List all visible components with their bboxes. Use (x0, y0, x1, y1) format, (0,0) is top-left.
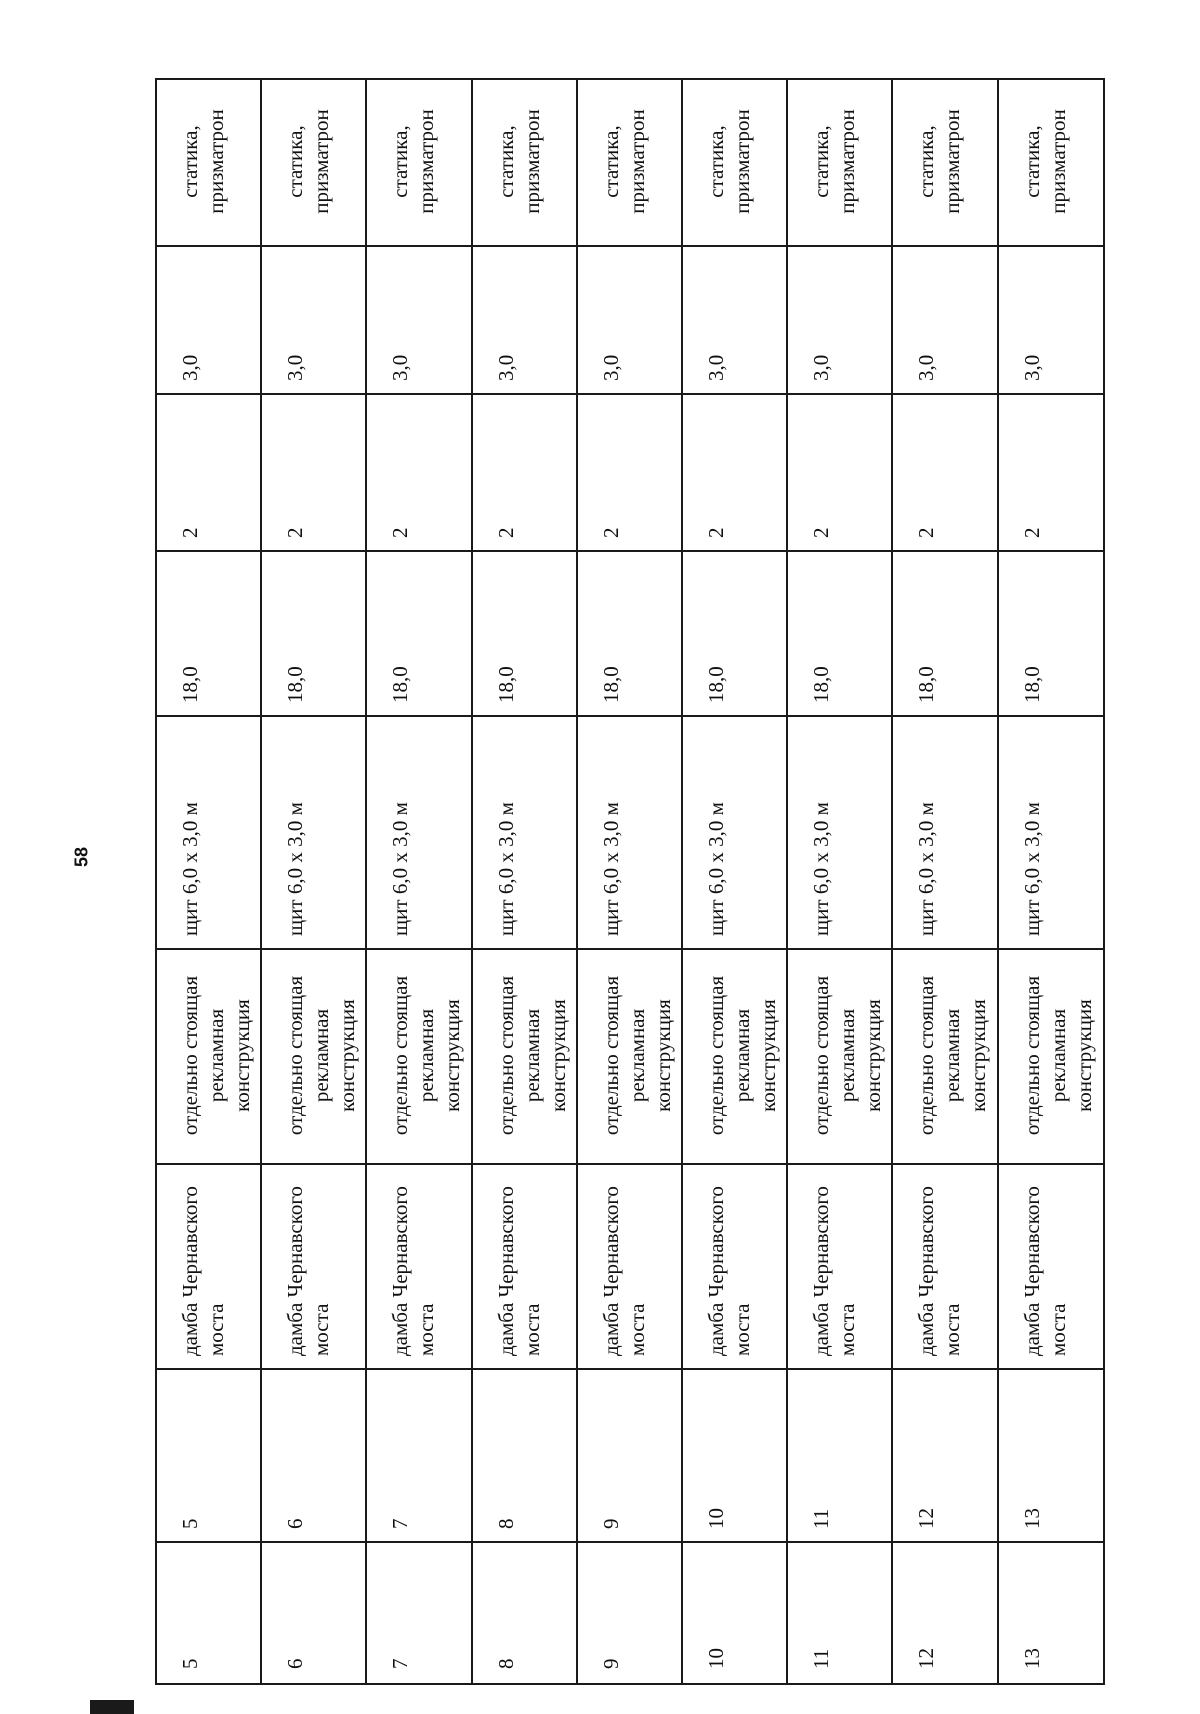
cell-text-sides: 2 (1019, 527, 1044, 538)
cell-text-sides: 2 (388, 527, 413, 538)
cell-text-sides: 2 (493, 527, 518, 538)
cell-text-address: дамба Чернавского моста (704, 1186, 754, 1356)
cell-text-address: дамба Чернавского моста (809, 1186, 860, 1356)
cell-address (367, 1165, 470, 1370)
cell-sides (788, 395, 891, 552)
cell-tech (578, 80, 681, 247)
cell-text-area: 18,0 (598, 666, 623, 703)
cell-n2 (683, 1370, 786, 1543)
cell-text-address: дамба Чернавского моста (1019, 1186, 1070, 1356)
cell-text-type: отдельно стоящая рекламная конструкция (1019, 975, 1096, 1136)
cell-text-sides: 2 (178, 527, 202, 538)
cell-text-n2: 10 (704, 1508, 728, 1529)
cell-text-tech: статика, призматрон (704, 109, 754, 214)
cell-text-n1: 7 (388, 1658, 413, 1669)
cell-text-sides: 2 (704, 527, 728, 538)
table-row (367, 80, 472, 1683)
cell-text-n2: 11 (809, 1508, 834, 1529)
cell-type (788, 950, 891, 1165)
cell-height (262, 247, 365, 395)
cell-type (999, 950, 1104, 1165)
cell-type (893, 950, 996, 1165)
cell-n1 (683, 1543, 786, 1683)
cell-address (262, 1165, 365, 1370)
cell-text-height: 3,0 (598, 354, 623, 381)
cell-text-n2: 13 (1019, 1508, 1044, 1529)
table-row (262, 80, 367, 1683)
cell-text-tech: статика, призматрон (1019, 109, 1070, 214)
cell-size (893, 717, 996, 950)
cell-address (578, 1165, 681, 1370)
cell-text-size: щит 6,0 х 3,0 м (493, 802, 518, 936)
cell-type (157, 950, 260, 1165)
cell-text-height: 3,0 (1019, 354, 1044, 381)
cell-text-height: 3,0 (493, 354, 518, 381)
cell-text-size: щит 6,0 х 3,0 м (704, 802, 728, 936)
cell-text-height: 3,0 (388, 354, 413, 381)
cell-text-type: отдельно стоящая рекламная конструкция (598, 975, 675, 1136)
cell-sides (473, 395, 576, 552)
cell-text-n1: 8 (493, 1658, 518, 1669)
table-row (999, 80, 1104, 1683)
cell-n2 (893, 1370, 996, 1543)
cell-text-tech: статика, призматрон (598, 109, 649, 214)
cell-text-area: 18,0 (914, 666, 939, 703)
cell-text-type: отдельно стоящая рекламная конструкция (388, 975, 465, 1136)
cell-text-n1: 10 (704, 1648, 728, 1669)
cell-text-sides: 2 (598, 527, 623, 538)
cell-address (473, 1165, 576, 1370)
cell-height (157, 247, 260, 395)
cell-sides (999, 395, 1104, 552)
cell-height (473, 247, 576, 395)
cell-n1 (893, 1543, 996, 1683)
cell-tech (473, 80, 576, 247)
cell-text-n2: 8 (493, 1518, 518, 1529)
cell-type (683, 950, 786, 1165)
cell-size (578, 717, 681, 950)
cell-height (683, 247, 786, 395)
cell-text-height: 3,0 (704, 354, 728, 381)
table-row (578, 80, 683, 1683)
cell-n2 (473, 1370, 576, 1543)
cell-n1 (473, 1543, 576, 1683)
cell-text-type: отдельно стоящая рекламная конструкция (914, 975, 991, 1136)
cell-tech (367, 80, 470, 247)
cell-text-tech: статика, призматрон (914, 109, 965, 214)
cell-tech (788, 80, 891, 247)
cell-size (262, 717, 365, 950)
cell-n1 (262, 1543, 365, 1683)
cell-text-area: 18,0 (809, 666, 834, 703)
cell-size (999, 717, 1104, 950)
cell-text-address: дамба Чернавского моста (283, 1186, 334, 1356)
cell-n2 (367, 1370, 470, 1543)
cell-area (262, 552, 365, 717)
cell-text-n1: 9 (598, 1658, 623, 1669)
cell-area (683, 552, 786, 717)
cell-tech (999, 80, 1104, 247)
cell-area (473, 552, 576, 717)
cell-text-area: 18,0 (493, 666, 518, 703)
cell-sides (157, 395, 260, 552)
cell-height (578, 247, 681, 395)
cell-area (367, 552, 470, 717)
cell-text-address: дамба Чернавского моста (914, 1186, 965, 1356)
cell-type (367, 950, 470, 1165)
table-row (893, 80, 998, 1683)
cell-n2 (262, 1370, 365, 1543)
cell-text-tech: статика, призматрон (809, 109, 860, 214)
cell-tech (157, 80, 260, 247)
cell-text-height: 3,0 (178, 354, 202, 381)
cell-text-area: 18,0 (283, 666, 308, 703)
cell-size (157, 717, 260, 950)
cell-text-size: щит 6,0 х 3,0 м (178, 802, 202, 936)
cell-area (999, 552, 1104, 717)
cell-text-tech: статика, призматрон (178, 109, 228, 214)
cell-type (578, 950, 681, 1165)
cell-area (157, 552, 260, 717)
cell-n1 (578, 1543, 681, 1683)
cell-type (262, 950, 365, 1165)
cell-text-type: отдельно стоящая рекламная конструкция (493, 975, 570, 1136)
cell-tech (893, 80, 996, 247)
cell-tech (262, 80, 365, 247)
cell-text-address: дамба Чернавского моста (598, 1186, 649, 1356)
cell-n2 (788, 1370, 891, 1543)
cell-text-n2: 12 (914, 1508, 939, 1529)
cell-tech (683, 80, 786, 247)
cell-text-type: отдельно стоящая рекламная конструкция (283, 975, 360, 1136)
cell-text-sides: 2 (914, 527, 939, 538)
cell-text-area: 18,0 (178, 666, 202, 703)
cell-text-height: 3,0 (914, 354, 939, 381)
cell-sides (367, 395, 470, 552)
cell-text-tech: статика, призматрон (283, 109, 334, 214)
cell-area (893, 552, 996, 717)
table-row (473, 80, 578, 1683)
cell-text-address: дамба Чернавского моста (178, 1186, 228, 1356)
table-row (157, 80, 262, 1683)
cell-text-height: 3,0 (283, 354, 308, 381)
cell-size (473, 717, 576, 950)
cell-text-sides: 2 (809, 527, 834, 538)
cell-n1 (788, 1543, 891, 1683)
cell-text-n1: 12 (914, 1648, 939, 1669)
cell-address (157, 1165, 260, 1370)
cell-text-type: отдельно стоящая рекламная конструкция (704, 975, 780, 1136)
cell-sides (893, 395, 996, 552)
cell-text-size: щит 6,0 х 3,0 м (598, 802, 623, 936)
cell-text-size: щит 6,0 х 3,0 м (914, 802, 939, 936)
cell-text-area: 18,0 (1019, 666, 1044, 703)
cell-text-tech: статика, призматрон (493, 109, 544, 214)
cell-text-size: щит 6,0 х 3,0 м (388, 802, 413, 936)
cell-text-area: 18,0 (388, 666, 413, 703)
cell-type (473, 950, 576, 1165)
cell-text-address: дамба Чернавского моста (493, 1186, 544, 1356)
cell-sides (683, 395, 786, 552)
cell-height (893, 247, 996, 395)
cell-address (893, 1165, 996, 1370)
cell-n1 (367, 1543, 470, 1683)
cell-text-n2: 5 (178, 1518, 202, 1529)
cell-text-n2: 6 (283, 1518, 308, 1529)
cell-n1 (157, 1543, 260, 1683)
cell-address (683, 1165, 786, 1370)
cell-address (788, 1165, 891, 1370)
cell-text-n1: 6 (283, 1658, 308, 1669)
cell-text-n1: 11 (809, 1648, 834, 1669)
cell-n2 (999, 1370, 1104, 1543)
cell-size (367, 717, 470, 950)
cell-text-tech: статика, призматрон (388, 109, 439, 214)
cell-sides (262, 395, 365, 552)
table-row (788, 80, 893, 1683)
cell-text-n1: 5 (178, 1658, 202, 1669)
cell-text-size: щит 6,0 х 3,0 м (809, 802, 834, 936)
page-number: 58 (71, 846, 92, 868)
cell-area (788, 552, 891, 717)
cell-text-height: 3,0 (809, 354, 834, 381)
cell-text-n2: 9 (598, 1518, 623, 1529)
cell-size (683, 717, 786, 950)
cell-n2 (157, 1370, 260, 1543)
cell-text-sides: 2 (283, 527, 308, 538)
cell-height (788, 247, 891, 395)
cell-n2 (578, 1370, 681, 1543)
cell-text-n1: 13 (1019, 1648, 1044, 1669)
cell-text-n2: 7 (388, 1518, 413, 1529)
scan-mark (90, 1700, 134, 1714)
cell-text-size: щит 6,0 х 3,0 м (1019, 802, 1044, 936)
cell-text-type: отдельно стоящая рекламная конструкция (178, 975, 254, 1136)
cell-text-size: щит 6,0 х 3,0 м (283, 802, 308, 936)
data-table (155, 78, 1105, 1685)
cell-area (578, 552, 681, 717)
cell-text-type: отдельно стоящая рекламная конструкция (809, 975, 886, 1136)
cell-n1 (999, 1543, 1104, 1683)
table-row (683, 80, 788, 1683)
cell-size (788, 717, 891, 950)
cell-address (999, 1165, 1104, 1370)
cell-text-address: дамба Чернавского моста (388, 1186, 439, 1356)
cell-text-area: 18,0 (704, 666, 728, 703)
cell-height (367, 247, 470, 395)
cell-height (999, 247, 1104, 395)
cell-sides (578, 395, 681, 552)
